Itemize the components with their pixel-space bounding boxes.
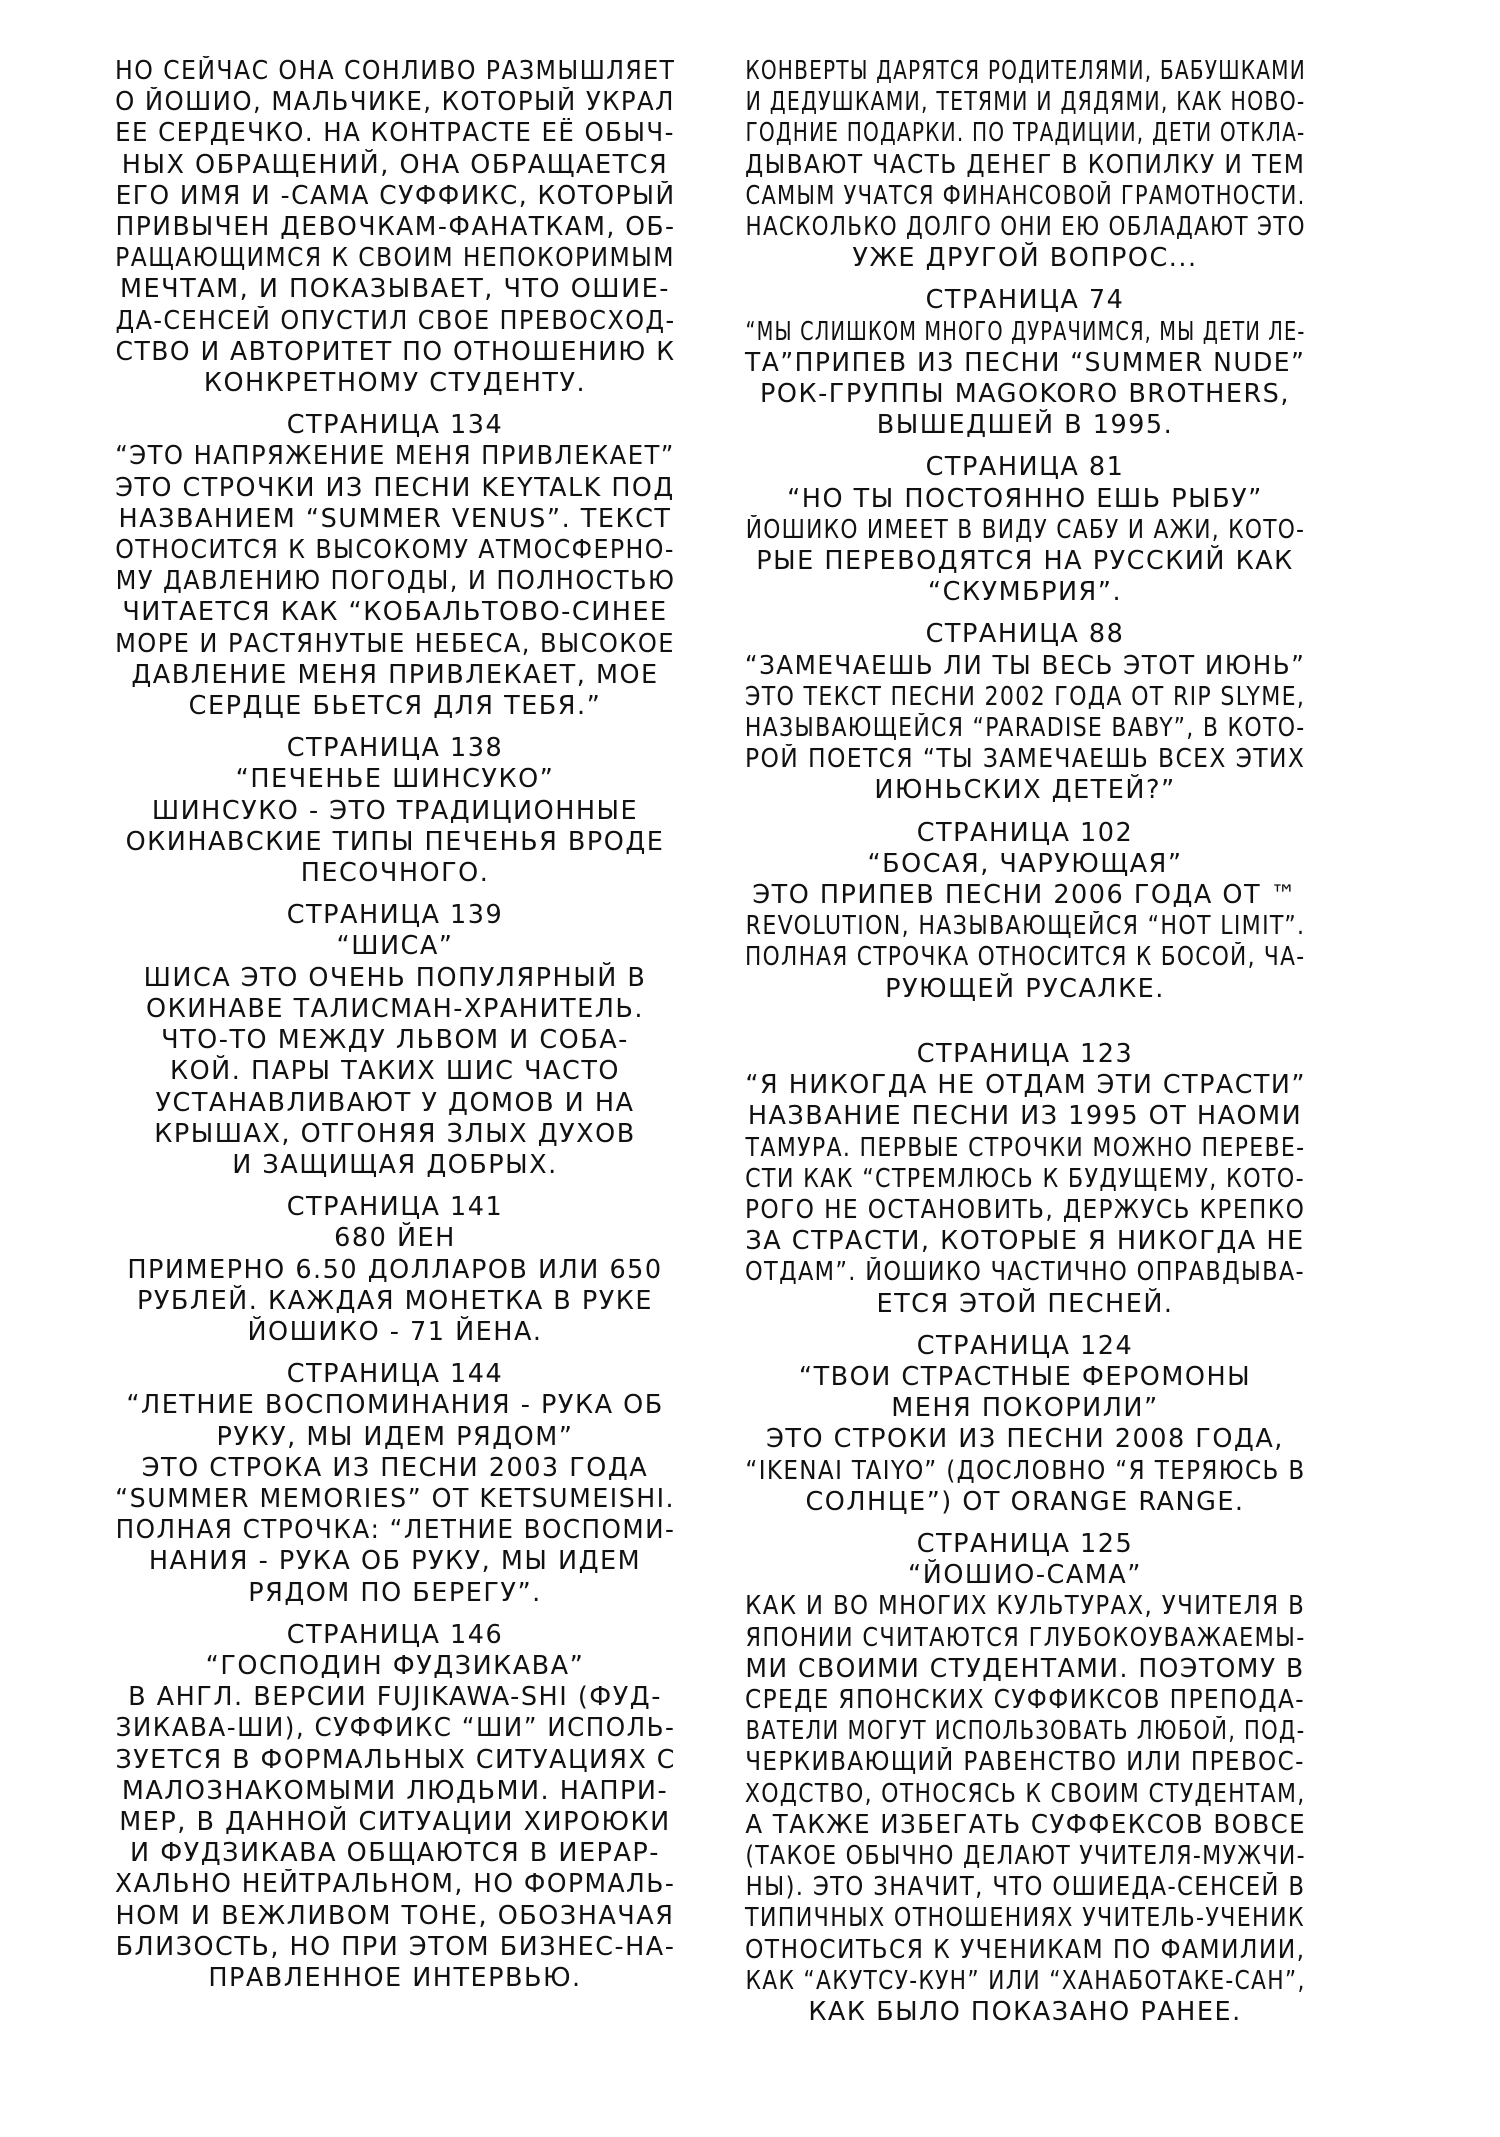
note-body-line: ТИПИЧНЫХ ОТНОШЕНИЯХ УЧИТЕЛЬ-УЧЕНИК (745, 1903, 1305, 1934)
note-body-line: ЙОШИКО ИМЕЕТ В ВИДУ САБУ И АЖИ, КОТО- (745, 514, 1305, 545)
note-body-line: ЯПОНИИ СЧИТАЮТСЯ ГЛУБОКОУВАЖАЕМЫ- (745, 1622, 1306, 1653)
note-heading: СТРАНИЦА 88 (925, 619, 1125, 650)
intro-line: ЕЕ СЕРДЕЧКО. НА КОНТРАСТЕ ЕЁ ОБЫЧ- (115, 118, 675, 149)
note-heading: СТРАНИЦА 134 (286, 410, 504, 441)
note-body-line: В АНГЛ. ВЕРСИИ FUJIKAWA-SHI (ФУД- (128, 1682, 662, 1713)
note-body-line: “ТВОИ СТРАСТНЫЕ ФЕРОМОНЫ (798, 1361, 1252, 1392)
intro-line: ДЫВАЮТ ЧАСТЬ ДЕНЕГ В КОПИЛКУ И ТЕМ (745, 149, 1306, 180)
intro-line: И ДЕДУШКАМИ, ТЕТЯМИ И ДЯДЯМИ, КАК НОВО- (745, 87, 1305, 118)
note-body-line: ЙОШИКО - 71 ЙЕНА. (247, 1316, 543, 1347)
note-body-line: ТА”ПРИПЕВ ИЗ ПЕСНИ “SUMMER NUDE” (745, 347, 1306, 378)
note-heading: СТРАНИЦА 144 (286, 1359, 504, 1390)
right-column (745, 56, 1305, 2039)
note-body-line: РУБЛЕЙ. КАЖДАЯ МОНЕТКА В РУКЕ (136, 1285, 653, 1316)
note-body-line: “СКУМБРИЯ”. (927, 577, 1123, 608)
left-column (115, 56, 675, 2005)
note-body-line: ПРИМЕРНО 6.50 ДОЛЛАРОВ ИЛИ 650 (127, 1254, 663, 1285)
intro-line: ПРИВЫЧЕН ДЕВОЧКАМ-ФАНАТКАМ, ОБ- (114, 212, 676, 243)
note-body-line: А ТАКЖЕ ИЗБЕГАТЬ СУФФЕКСОВ ВОВСЕ (744, 1809, 1306, 1840)
intro-line: СТВО И АВТОРИТЕТ ПО ОТНОШЕНИЮ К (115, 336, 675, 367)
note-body-line: НЫ). ЭТО ЗНАЧИТ, ЧТО ОШИЕДА-СЕНСЕЙ В (745, 1872, 1305, 1903)
note-quote: “ПЕЧЕНЬЕ ШИНСУКО” (235, 764, 555, 795)
intro-paragraph (115, 56, 675, 399)
intro-line: НАСКОЛЬКО ДОЛГО ОНИ ЕЮ ОБЛАДАЮТ ЭТО (745, 212, 1306, 243)
note-quote: “ЭТО НАПРЯЖЕНИЕ МЕНЯ ПРИВЛЕКАЕТ” (115, 441, 675, 472)
note-body-line: МЕНЯ ПОКОРИЛИ” (891, 1393, 1159, 1424)
note-body-line: ЭТО ПРИПЕВ ПЕСНИ 2006 ГОДА ОТ ™ (752, 880, 1298, 911)
note-body-line: “IKENAI TAIYO” (ДОСЛОВНО “Я ТЕРЯЮСЬ В (744, 1455, 1306, 1486)
note-body-line: “SUMMER MEMORIES” ОТ KETSUMEISHI. (115, 1483, 676, 1514)
note-quote: “НО ТЫ ПОСТОЯННО ЕШЬ РЫБУ” (787, 483, 1263, 514)
note-body-line: (ТАКОЕ ОБЫЧНО ДЕЛАЮТ УЧИТЕЛЯ-МУЖЧИ- (744, 1840, 1306, 1871)
note-section (115, 1620, 675, 1994)
note-body-line: ХОДСТВО, ОТНОСЯСЬ К СВОИМ СТУДЕНТАМ, (744, 1778, 1306, 1809)
note-heading: СТРАНИЦА 139 (286, 900, 504, 931)
note-section (115, 733, 675, 889)
note-body-line: НАЗВАНИЕМ “SUMMER VENUS”. ТЕКСТ (118, 503, 672, 534)
note-body-line: РЫЕ ПЕРЕВОДЯТСЯ НА РУССКИЙ КАК (756, 546, 1294, 577)
note-body-line: REVOLUTION, НАЗЫВАЮЩЕЙСЯ “HOT LIMIT”. (745, 911, 1305, 942)
note-body-line: ДАВЛЕНИЕ МЕНЯ ПРИВЛЕКАЕТ, МОЕ (131, 659, 659, 690)
note-body-line: ОТНОСИТСЯ К ВЫСОКОМУ АТМОСФЕРНО- (115, 535, 675, 566)
note-body-line: МАЛОЗНАКОМЫМИ ЛЮДЬМИ. НАПРИ- (121, 1775, 669, 1806)
note-body-line: ОТНОСИТЬСЯ К УЧЕНИКАМ ПО ФАМИЛИИ, (745, 1934, 1306, 1965)
note-body-line: СТИ КАК “СТРЕМЛЮСЬ К БУДУЩЕМУ, КОТО- (745, 1163, 1305, 1194)
note-body-line: “ЛЕТНИЕ ВОСПОМИНАНИЯ - РУКА ОБ (126, 1390, 664, 1421)
note-body-line: ЭТО ТЕКСТ ПЕСНИ 2002 ГОДА ОТ RIP SLYME, (744, 681, 1306, 712)
note-body-line: ПРАВЛЕННОЕ ИНТЕРВЬЮ. (208, 1962, 582, 1993)
note-body-line: НАНИЯ - РУКА ОБ РУКУ, МЫ ИДЕМ (148, 1546, 642, 1577)
note-heading: СТРАНИЦА 124 (916, 1330, 1134, 1361)
intro-line: УЖЕ ДРУГОЙ ВОПРОС... (852, 243, 1198, 274)
note-body-line: ВАТЕЛИ МОГУТ ИСПОЛЬЗОВАТЬ ЛЮБОЙ, ПОД- (745, 1716, 1305, 1747)
note-section (745, 285, 1305, 441)
note-heading: СТРАНИЦА 138 (286, 733, 504, 764)
note-body-line: ЭТО СТРОЧКИ ИЗ ПЕСНИ KEYTALK ПОД (115, 472, 675, 503)
note-body-line: МЕР, В ДАННОЙ СИТУАЦИИ ХИРОЮКИ (119, 1806, 671, 1837)
note-body-line: ЗА СТРАСТИ, КОТОРЫЕ Я НИКОГДА НЕ (745, 1226, 1305, 1257)
note-body-line: ЧЕРКИВАЮЩИЙ РАВЕНСТВО ИЛИ ПРЕВОС- (745, 1747, 1305, 1778)
note-body-line: И ЗАЩИЩАЯ ДОБРЫХ. (232, 1149, 558, 1180)
note-body-line: ХАЛЬНО НЕЙТРАЛЬНОМ, НО ФОРМАЛЬ- (115, 1869, 676, 1900)
note-body-line: КАК БЫЛО ПОКАЗАНО РАНЕЕ. (808, 1996, 1242, 2027)
note-body-line: ОКИНАВСКИЕ ТИПЫ ПЕЧЕНЬЯ ВРОДЕ (125, 826, 665, 857)
note-body-line: ЭТО СТРОКИ ИЗ ПЕСНИ 2008 ГОДА, (766, 1424, 1284, 1455)
note-section (745, 1039, 1305, 1320)
note-quote: “ГОСПОДИН ФУДЗИКАВА” (205, 1650, 585, 1681)
note-body-line: ЭТО СТРОКА ИЗ ПЕСНИ 2003 ГОДА (141, 1452, 649, 1483)
note-body-line: ШИНСУКО - ЭТО ТРАДИЦИОННЫЕ (151, 795, 639, 826)
note-body-line: ОКИНАВЕ ТАЛИСМАН-ХРАНИТЕЛЬ. (146, 993, 644, 1024)
note-body-line: ЗИКАВА-ШИ), СУФФИКС “ШИ” ИСПОЛЬ- (115, 1713, 675, 1744)
note-section (745, 619, 1305, 806)
intro-line: О ЙОШИО, МАЛЬЧИКЕ, КОТОРЫЙ УКРАЛ (115, 87, 675, 118)
note-heading: СТРАНИЦА 81 (925, 452, 1125, 483)
note-section (115, 900, 675, 1181)
note-heading: СТРАНИЦА 146 (286, 1619, 504, 1650)
note-section (115, 1359, 675, 1609)
note-quote: 680 ЙЕН (334, 1223, 456, 1254)
note-body-line: ПОЛНАЯ СТРОЧКА ОТНОСИТСЯ К БОСОЙ, ЧА- (745, 942, 1306, 973)
note-section (745, 452, 1305, 608)
note-quote: “ЗАМЕЧАЕШЬ ЛИ ТЫ ВЕСЬ ЭТОТ ИЮНЬ” (744, 650, 1306, 681)
intro-line: САМЫМ УЧАТСЯ ФИНАНСОВОЙ ГРАМОТНОСТИ. (744, 180, 1306, 211)
note-body-line: РОГО НЕ ОСТАНОВИТЬ, ДЕРЖУСЬ КРЕПКО (745, 1194, 1306, 1225)
note-section (115, 1192, 675, 1348)
note-section (745, 1331, 1305, 1518)
note-body-line: ИЮНЬСКИХ ДЕТЕЙ?” (874, 775, 1176, 806)
note-body-line: ОТДАМ”. ЙОШИКО ЧАСТИЧНО ОПРАВДЫВА- (745, 1257, 1305, 1288)
note-body-line: РОЙ ПОЕТСЯ “ТЫ ЗАМЕЧАЕШЬ ВСЕХ ЭТИХ (745, 744, 1306, 775)
intro-line: МЕЧТАМ, И ПОКАЗЫВАЕТ, ЧТО ОШИЕ- (120, 274, 670, 305)
note-quote: “ШИСА” (336, 931, 454, 962)
note-body-line: КРЫШАХ, ОТГОНЯЯ ЗЛЫХ ДУХОВ (154, 1118, 636, 1149)
note-heading: СТРАНИЦА 125 (916, 1528, 1134, 1559)
note-body-line: НАЗЫВАЮЩЕЙСЯ “PARADISE BABY”, В КОТО- (744, 713, 1306, 744)
note-body-line: РОК-ГРУППЫ MAGOKORO BROTHERS, (760, 379, 1290, 410)
note-heading: СТРАНИЦА 102 (916, 817, 1134, 848)
note-body-line: МОРЕ И РАСТЯНУТЫЕ НЕБЕСА, ВЫСОКОЕ (115, 628, 675, 659)
note-heading: СТРАНИЦА 74 (925, 285, 1125, 316)
intro-line: НО СЕЙЧАС ОНА СОНЛИВО РАЗМЫШЛЯЕТ (115, 56, 676, 86)
note-section (115, 410, 675, 722)
note-body-line: ЕТСЯ ЭТОЙ ПЕСНЕЙ. (876, 1288, 1174, 1319)
intro-line: КОНВЕРТЫ ДАРЯТСЯ РОДИТЕЛЯМИ, БАБУШКАМИ (744, 56, 1306, 86)
note-body-line: РУЮЩЕЙ РУСАЛКЕ. (885, 973, 1165, 1004)
note-body-line: РЯДОМ ПО БЕРЕГУ”. (248, 1577, 542, 1608)
intro-paragraph (745, 56, 1305, 274)
intro-line: ЕГО ИМЯ И -САМА СУФФИКС, КОТОРЫЙ (115, 180, 676, 211)
note-body-line: ШИСА ЭТО ОЧЕНЬ ПОПУЛЯРНЫЙ В (143, 962, 647, 993)
intro-line: ГОДНИЕ ПОДАРКИ. ПО ТРАДИЦИИ, ДЕТИ ОТКЛА- (744, 118, 1305, 149)
note-body-line: КАК “АКУТСУ-КУН” ИЛИ “ХАНАБОТАКЕ-САН”, (744, 1965, 1306, 1996)
note-body-line: ЧТО-ТО МЕЖДУ ЛЬВОМ И СОБА- (161, 1025, 629, 1056)
note-body-line: НАЗВАНИЕ ПЕСНИ ИЗ 1995 ОТ НАОМИ (747, 1101, 1303, 1132)
note-body-line: КОЙ. ПАРЫ ТАКИХ ШИС ЧАСТО (170, 1056, 620, 1087)
note-body-line: КАК И ВО МНОГИХ КУЛЬТУРАХ, УЧИТЕЛЯ В (745, 1591, 1306, 1622)
note-body-line: ПОЛНАЯ СТРОЧКА: “ЛЕТНИЕ ВОСПОМИ- (115, 1515, 675, 1546)
note-body-line: ТАМУРА. ПЕРВЫЕ СТРОЧКИ МОЖНО ПЕРЕВЕ- (745, 1132, 1305, 1163)
note-body-line: ВЫШЕДШЕЙ В 1995. (876, 410, 1174, 441)
note-quote: “Я НИКОГДА НЕ ОТДАМ ЭТИ СТРАСТИ” (744, 1070, 1306, 1101)
note-body-line: УСТАНАВЛИВАЮТ У ДОМОВ И НА (155, 1087, 635, 1118)
note-body-line: ЗУЕТСЯ В ФОРМАЛЬНЫХ СИТУАЦИЯХ С (115, 1744, 676, 1775)
note-body-line: СРЕДЕ ЯПОНСКИХ СУФФИКСОВ ПРЕПОДА- (745, 1684, 1305, 1715)
note-body-line: МИ СВОИМИ СТУДЕНТАМИ. ПОЭТОМУ В (745, 1653, 1305, 1684)
note-quote: “БОСАЯ, ЧАРУЮЩАЯ” (867, 848, 1183, 879)
note-body-line: “МЫ СЛИШКОМ МНОГО ДУРАЧИМСЯ, МЫ ДЕТИ ЛЕ- (744, 316, 1306, 347)
intro-line: НЫХ ОБРАЩЕНИЙ, ОНА ОБРАЩАЕТСЯ (121, 149, 669, 180)
note-body-line: СЕРДЦЕ БЬЕТСЯ ДЛЯ ТЕБЯ.” (188, 691, 602, 722)
note-body-line: И ФУДЗИКАВА ОБЩАЮТСЯ В ИЕРАР- (130, 1838, 660, 1869)
intro-line: РАЩАЮЩИМСЯ К СВОИМ НЕПОКОРИМЫМ (115, 243, 675, 274)
note-heading: СТРАНИЦА 141 (286, 1192, 504, 1223)
note-body-line: РУКУ, МЫ ИДЕМ РЯДОМ” (216, 1421, 574, 1452)
note-body-line: ПЕСОЧНОГО. (300, 858, 490, 889)
note-section (745, 1529, 1305, 2028)
intro-line: КОНКРЕТНОМУ СТУДЕНТУ. (203, 368, 587, 399)
note-body-line: СОЛНЦЕ”) ОТ ORANGE RANGE. (805, 1486, 1245, 1517)
note-body-line: ЧИТАЕТСЯ КАК “КОБАЛЬТОВО-СИНЕЕ (122, 597, 668, 628)
intro-line: ДА-СЕНСЕЙ ОПУСТИЛ СВОЕ ПРЕВОСХОД- (115, 305, 676, 336)
note-body-line: БЛИЗОСТЬ, НО ПРИ ЭТОМ БИЗНЕС-НА- (115, 1931, 675, 1962)
note-body-line: НОМ И ВЕЖЛИВОМ ТОНЕ, ОБОЗНАЧАЯ (115, 1900, 675, 1931)
note-heading: СТРАНИЦА 123 (916, 1038, 1134, 1069)
note-section (745, 818, 1305, 1005)
note-quote: “ЙОШИО-САМА” (908, 1560, 1142, 1591)
note-body-line: МУ ДАВЛЕНИЮ ПОГОДЫ, И ПОЛНОСТЬЮ (115, 566, 675, 597)
